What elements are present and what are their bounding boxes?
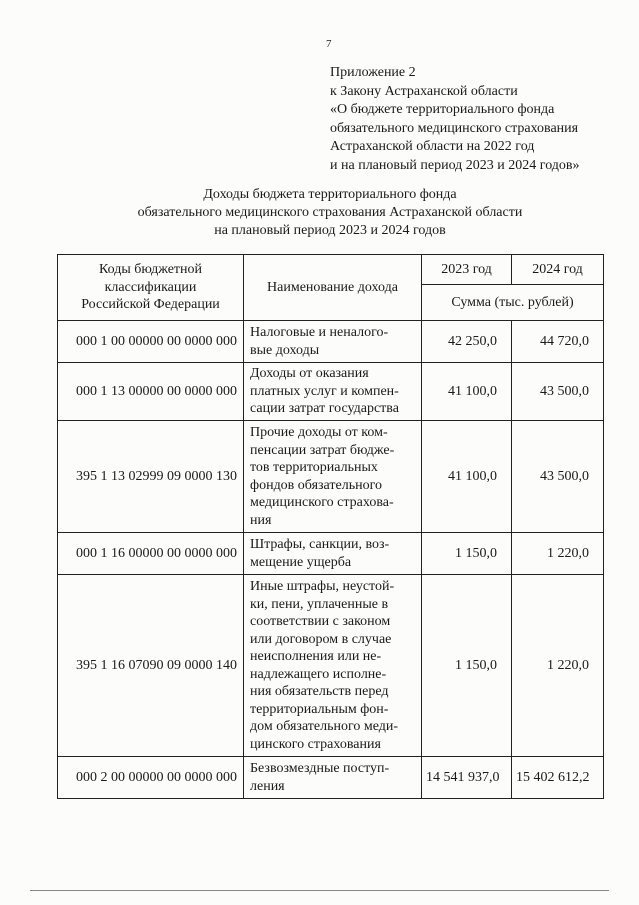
amount-2023-cell: 41 100,0 xyxy=(422,363,512,421)
income-name-cell: Безвозмездные поступ- ления xyxy=(244,757,422,799)
budget-code-cell: 395 1 13 02999 09 0000 130 xyxy=(58,421,244,533)
budget-code-cell: 000 2 00 00000 00 0000 000 xyxy=(58,757,244,799)
amount-2023-cell: 1 150,0 xyxy=(422,533,512,575)
header-name: Наименование дохода xyxy=(244,255,422,321)
amount-2024-cell: 15 402 612,2 xyxy=(512,757,604,799)
header-codes: Коды бюджетной классификации Российской Федерации xyxy=(58,255,244,321)
budget-code-cell: 000 1 00 00000 00 0000 000 xyxy=(58,321,244,363)
income-name-cell: Штрафы, санкции, воз- мещение ущерба xyxy=(244,533,422,575)
appendix-reference: Приложение 2 к Закону Астраханской области «О бюджете территориального фонда обязательного медицинского страхования Астраханской области на 2022 год и на плановый период 2023 и 2024 годов» xyxy=(330,65,580,173)
amount-2024-cell: 43 500,0 xyxy=(512,421,604,533)
table-row xyxy=(58,321,604,363)
table-row xyxy=(58,757,604,799)
table-row xyxy=(58,533,604,575)
revenue-table xyxy=(57,254,604,799)
budget-code-cell: 395 1 16 07090 09 0000 140 xyxy=(58,575,244,757)
table-row xyxy=(58,575,604,757)
header-year-2023: 2023 год xyxy=(422,255,512,285)
document-title: Доходы бюджета территориального фонда обязательного медицинского страхования Астраханской области на плановый период 2023 и 2024 годов xyxy=(137,187,523,238)
income-name-cell: Доходы от оказания платных услуг и компен- сации затрат государства xyxy=(244,363,422,421)
amount-2023-cell: 41 100,0 xyxy=(422,421,512,533)
page-number: 7 xyxy=(326,38,332,50)
amount-2024-cell: 44 720,0 xyxy=(512,321,604,363)
income-name-cell: Налоговые и неналого- вые доходы xyxy=(244,321,422,363)
income-name-cell: Прочие доходы от ком- пенсации затрат бюдже- тов территориальных фондов обязательного медицинского страхова- ния xyxy=(244,421,422,533)
amount-2024-cell: 1 220,0 xyxy=(512,575,604,757)
page-bottom-rule xyxy=(30,890,609,891)
header-sum-unit: Сумма (тыс. рублей) xyxy=(422,285,604,321)
amount-2024-cell: 1 220,0 xyxy=(512,533,604,575)
amount-2023-cell: 1 150,0 xyxy=(422,575,512,757)
amount-2023-cell: 14 541 937,0 xyxy=(422,757,512,799)
budget-code-cell: 000 1 16 00000 00 0000 000 xyxy=(58,533,244,575)
table-row xyxy=(58,421,604,533)
budget-code-cell: 000 1 13 00000 00 0000 000 xyxy=(58,363,244,421)
table-row xyxy=(58,363,604,421)
header-year-2024: 2024 год xyxy=(512,255,604,285)
income-name-cell: Иные штрафы, неустой- ки, пени, уплаченные в соответствии с законом или договором в случае неисполнения или не- надлежащего исполне- ния обязательств перед территориальным фон- дом обязательного меди- цинского страхования xyxy=(244,575,422,757)
amount-2023-cell: 42 250,0 xyxy=(422,321,512,363)
amount-2024-cell: 43 500,0 xyxy=(512,363,604,421)
